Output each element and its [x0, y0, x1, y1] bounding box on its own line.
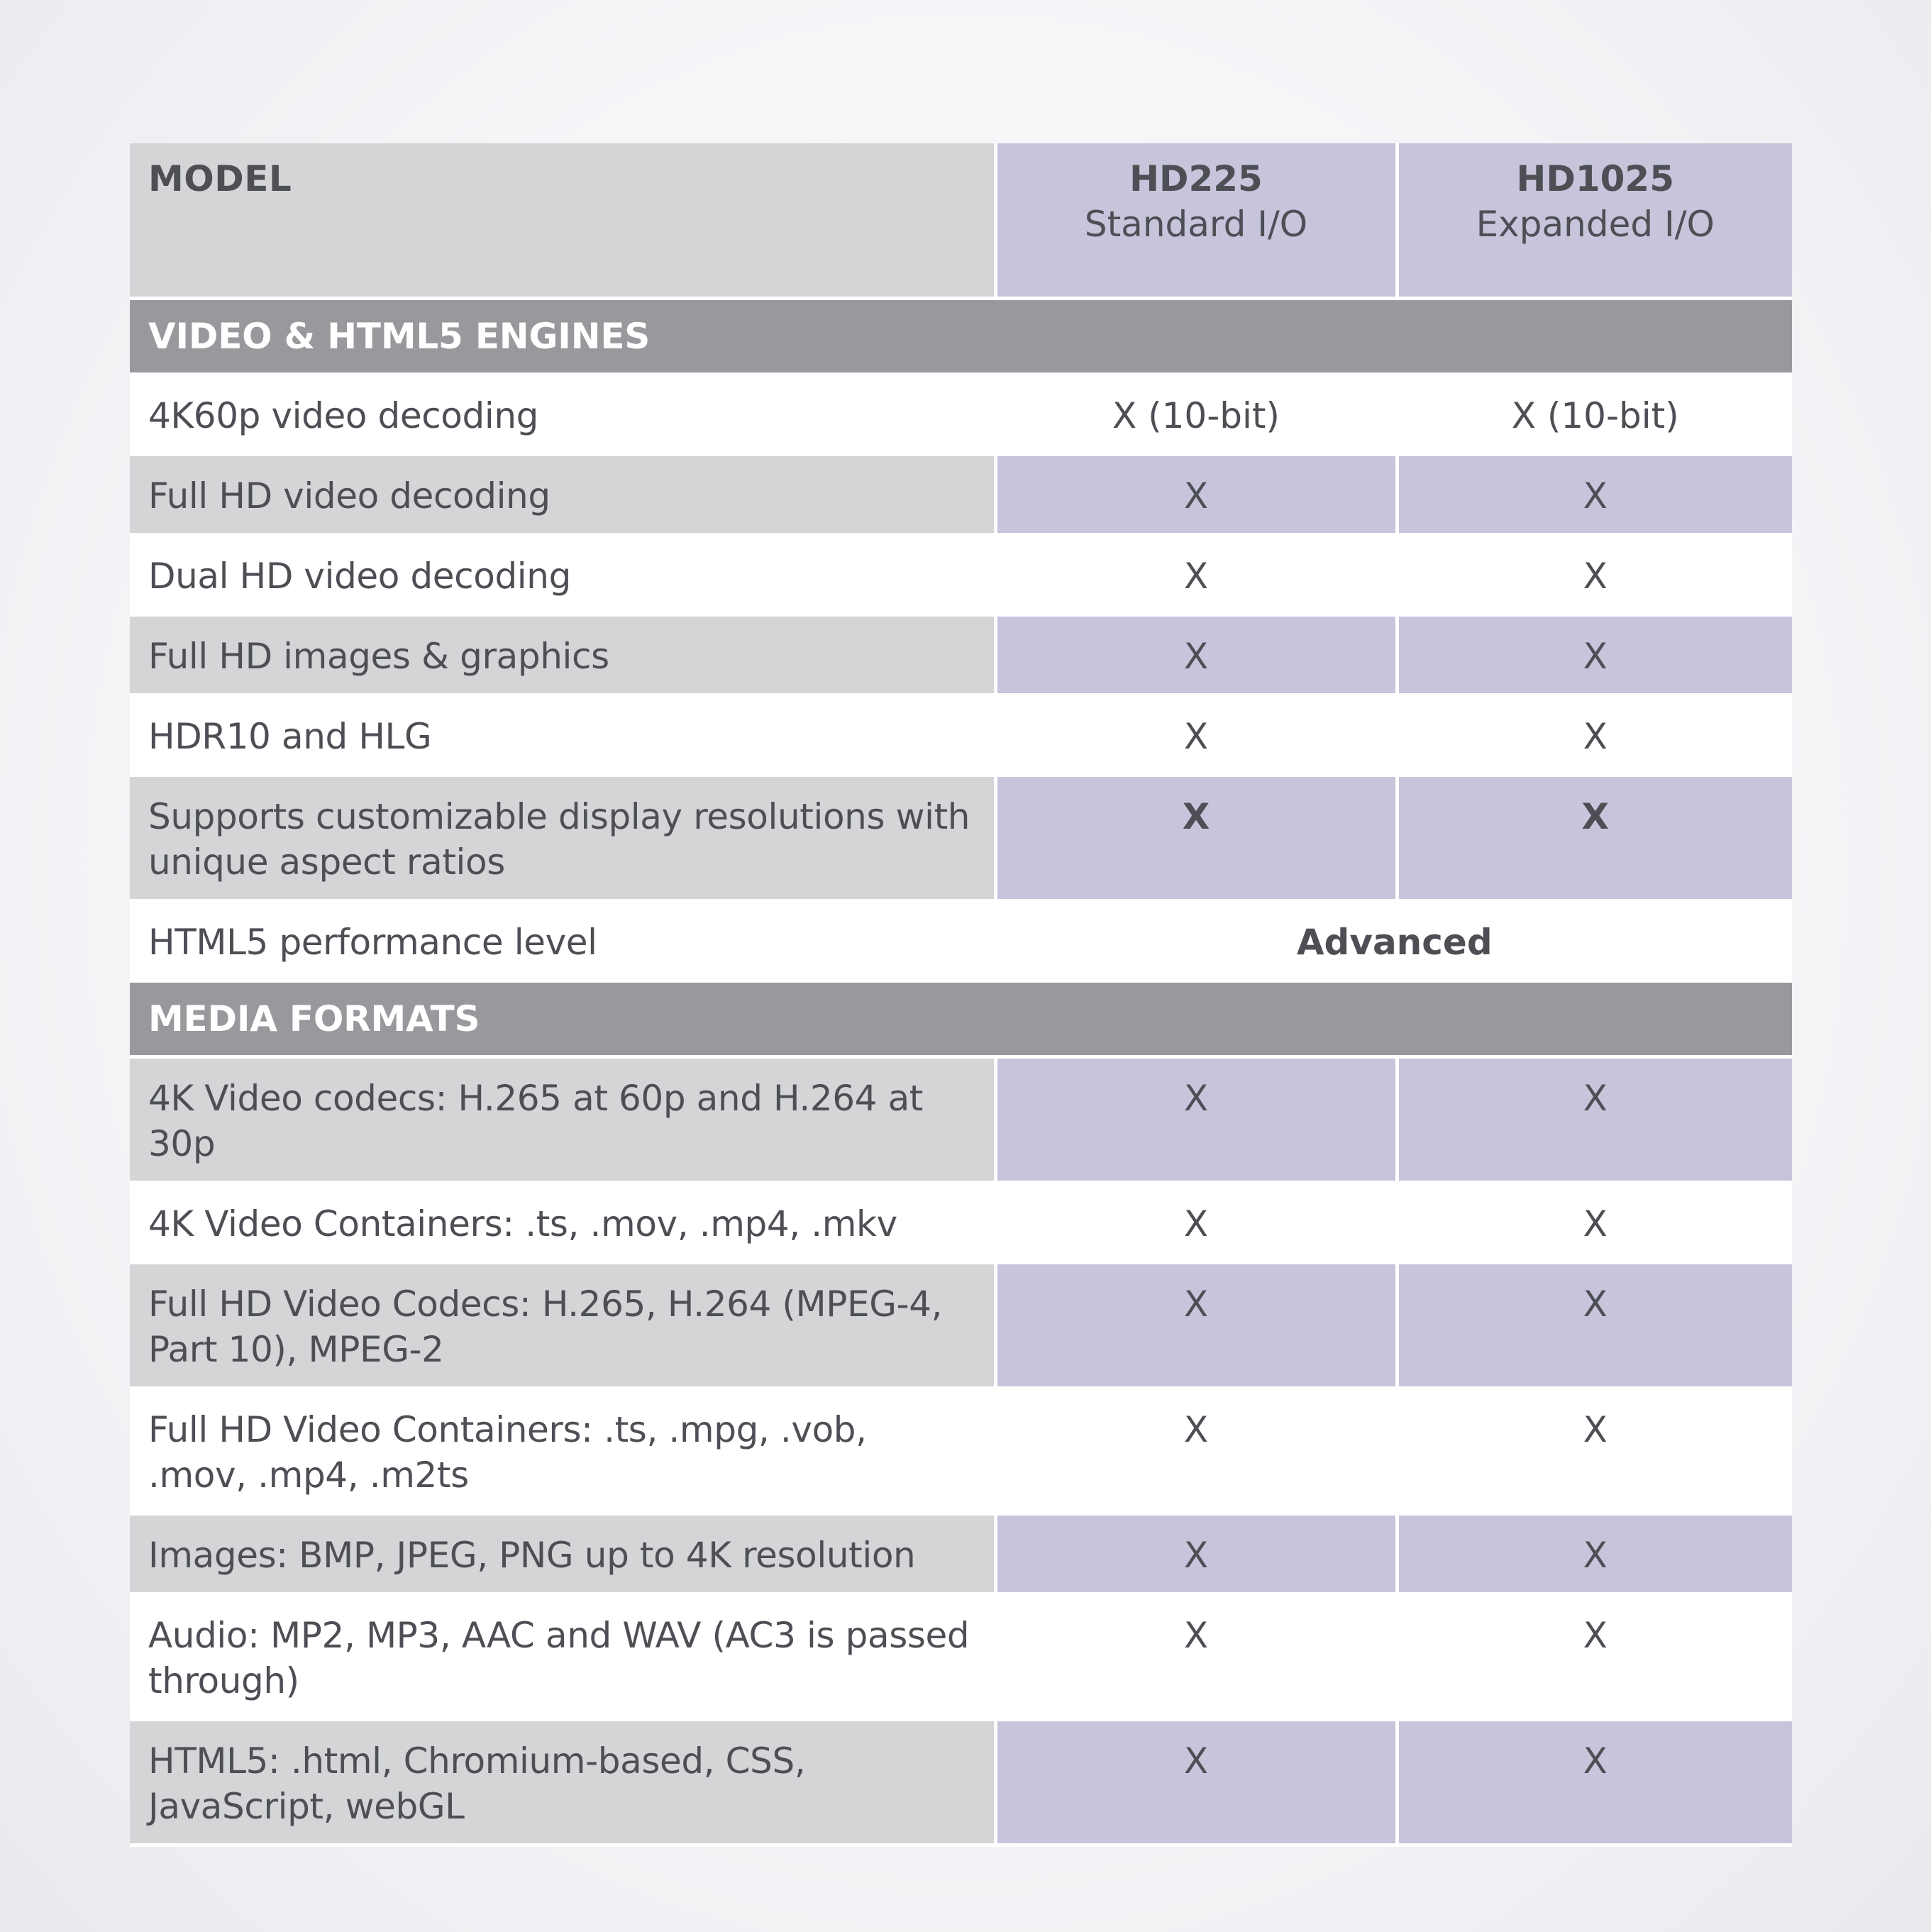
section-title: VIDEO & HTML5 ENGINES	[130, 299, 1792, 375]
value-cell: X	[1397, 775, 1792, 901]
model-description: Standard I/O	[1084, 204, 1308, 245]
feature-label: HTML5 performance level	[130, 901, 995, 981]
value-cell: X	[1397, 535, 1792, 615]
section-header-row	[130, 299, 1792, 375]
value-cell: X	[995, 695, 1397, 775]
feature-label: 4K Video codecs: H.265 at 60p and H.264 at 30p	[130, 1057, 995, 1183]
model-code: HD1025	[1516, 158, 1674, 199]
table-row	[130, 1514, 1792, 1594]
feature-label: Full HD Video Containers: .ts, .mpg, .vob, .mov, .mp4, .m2ts	[130, 1389, 995, 1514]
table-row	[130, 901, 1792, 981]
table-row	[130, 375, 1792, 455]
feature-label: Full HD video decoding	[130, 455, 995, 535]
value-cell: X	[995, 1057, 1397, 1183]
value-cell: X	[1397, 1594, 1792, 1720]
model-column-hd1025	[1397, 143, 1792, 299]
model-column-hd225	[995, 143, 1397, 299]
table-row	[130, 1263, 1792, 1389]
table-row	[130, 455, 1792, 535]
table-row	[130, 1594, 1792, 1720]
value-cell: X	[1397, 455, 1792, 535]
table-row	[130, 695, 1792, 775]
table-row	[130, 615, 1792, 695]
feature-label: Supports customizable display resolutions with unique aspect ratios	[130, 775, 995, 901]
value-cell: X	[1397, 1514, 1792, 1594]
feature-label: 4K60p video decoding	[130, 375, 995, 455]
value-cell: X	[995, 1183, 1397, 1263]
value-cell: X	[1397, 1263, 1792, 1389]
table-header-row	[130, 143, 1792, 299]
value-cell: X	[995, 455, 1397, 535]
value-cell: X	[995, 535, 1397, 615]
value-cell: X	[995, 615, 1397, 695]
table-row	[130, 535, 1792, 615]
feature-label: HDR10 and HLG	[130, 695, 995, 775]
feature-label: Full HD images & graphics	[130, 615, 995, 695]
value-cell: X	[1397, 1720, 1792, 1845]
merged-value-cell: Advanced	[995, 901, 1792, 981]
feature-label: Audio: MP2, MP3, AAC and WAV (AC3 is passed through)	[130, 1594, 995, 1720]
section-header-row	[130, 981, 1792, 1057]
value-cell: X	[995, 1594, 1397, 1720]
spec-comparison-table	[130, 143, 1792, 1847]
value-cell: X	[995, 1263, 1397, 1389]
table-row	[130, 1183, 1792, 1263]
model-description: Expanded I/O	[1476, 204, 1715, 245]
value-cell: X	[995, 1389, 1397, 1514]
model-code: HD225	[1129, 158, 1263, 199]
table-row	[130, 1057, 1792, 1183]
value-cell: X	[995, 1514, 1397, 1594]
table-row	[130, 1389, 1792, 1514]
value-cell: X	[1397, 695, 1792, 775]
feature-label: Dual HD video decoding	[130, 535, 995, 615]
table-row	[130, 1720, 1792, 1845]
value-cell: X	[995, 775, 1397, 901]
value-cell: X	[1397, 1057, 1792, 1183]
value-cell: X (10-bit)	[995, 375, 1397, 455]
table-row	[130, 775, 1792, 901]
value-cell: X	[1397, 1183, 1792, 1263]
feature-label: Images: BMP, JPEG, PNG up to 4K resolution	[130, 1514, 995, 1594]
feature-label: Full HD Video Codecs: H.265, H.264 (MPEG-4, Part 10), MPEG-2	[130, 1263, 995, 1389]
value-cell: X	[995, 1720, 1397, 1845]
feature-label: 4K Video Containers: .ts, .mov, .mp4, .mkv	[130, 1183, 995, 1263]
section-title: MEDIA FORMATS	[130, 981, 1792, 1057]
value-cell: X	[1397, 615, 1792, 695]
value-cell: X	[1397, 1389, 1792, 1514]
value-cell: X (10-bit)	[1397, 375, 1792, 455]
model-header-label: MODEL	[130, 143, 995, 299]
feature-label: HTML5: .html, Chromium-based, CSS, JavaScript, webGL	[130, 1720, 995, 1845]
